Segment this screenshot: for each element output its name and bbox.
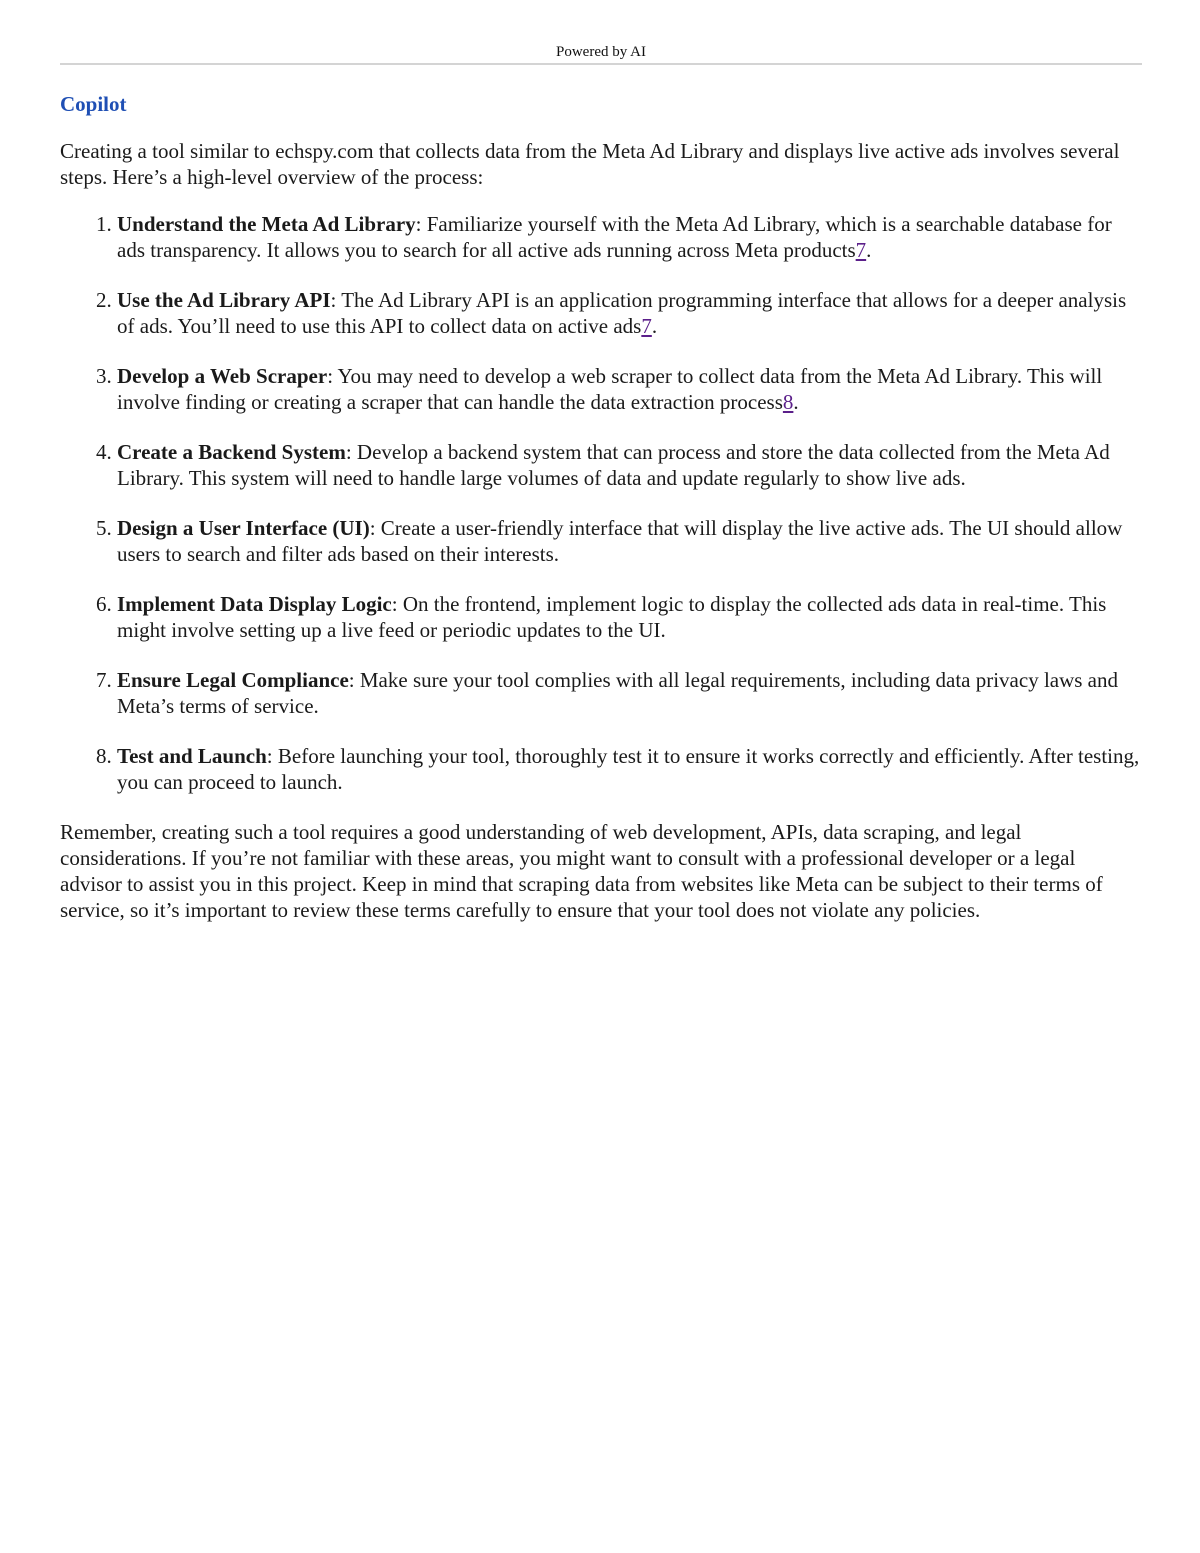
step-item [117,743,1142,795]
step-item [117,439,1142,491]
step-item [117,287,1142,339]
step-text: : You may need to develop a web scraper to collect data from the Meta Ad Library. This will involve finding or creating a scraper that can handle the data extraction process [117,364,1103,414]
step-text: : Make sure your tool complies with all legal requirements, including data privacy laws and Meta’s terms of service. [117,668,1119,718]
step-text: : The Ad Library API is an application programming interface that allows for a deeper analysis of ads. You’ll need to use this API to collect data on active ads [117,288,1127,338]
step-title: Test and Launch [117,744,267,768]
citation-link[interactable]: 7 [641,314,652,338]
step-end: . [793,390,799,414]
closing-paragraph: Remember, creating such a tool requires a good understanding of web development, APIs, data scraping, and legal considerations. If you’re not familiar with these areas, you might want to consult with a professional developer or a legal advisor to assist you in this project. Keep in mind that scraping data from websites like Meta can be subject to their terms of service, so it’s important to review these terms carefully to ensure that your tool does not violate any policies. [60,820,1103,922]
header-divider [60,63,1142,65]
citation-link[interactable]: 8 [782,390,794,414]
step-item [117,363,1142,415]
step-text: : Before launching your tool, thoroughly test it to ensure it works correctly and efficiently. After testing, you can proceed to launch. [117,744,1140,794]
step-item [117,211,1142,263]
page-header: Powered by AI [556,44,646,60]
step-text: : Create a user-friendly interface that will display the live active ads. The UI should allow users to search and filter ads based on their interests. [117,516,1123,566]
step-end: . [866,238,872,262]
step-item [117,515,1142,567]
step-title: Ensure Legal Compliance [117,668,349,692]
step-text: : Familiarize yourself with the Meta Ad Library, which is a searchable database for ads transparency. It allows you to search for all active ads running across Meta products [117,212,1112,262]
citation-link[interactable]: 7 [855,238,867,262]
step-item [117,667,1142,719]
step-end: . [651,314,658,338]
step-title: Implement Data Display Logic [117,592,392,616]
step-title: Design a User Interface (UI) [117,516,370,540]
document-title: Copilot [60,92,127,116]
intro-paragraph: Creating a tool similar to echspy.com that collects data from the Meta Ad Library and displays live active ads involves several steps. Here’s a high-level overview of the process: [60,139,1120,189]
step-text: : On the frontend, implement logic to display the collected ads data in real-time. This might involve setting up a live feed or periodic updates to the UI. [117,592,1107,642]
step-item [117,591,1142,643]
step-title: Understand the Meta Ad Library [117,212,416,236]
step-text: : Develop a backend system that can process and store the data collected from the Meta Ad Library. This system will need to handle large volumes of data and update regularly to show live ads. [117,440,1110,490]
step-title: Create a Backend System [117,440,346,464]
document-page [60,0,1142,923]
step-title: Use the Ad Library API [117,288,331,312]
steps-list [60,211,1142,795]
step-title: Develop a Web Scraper [117,364,328,388]
